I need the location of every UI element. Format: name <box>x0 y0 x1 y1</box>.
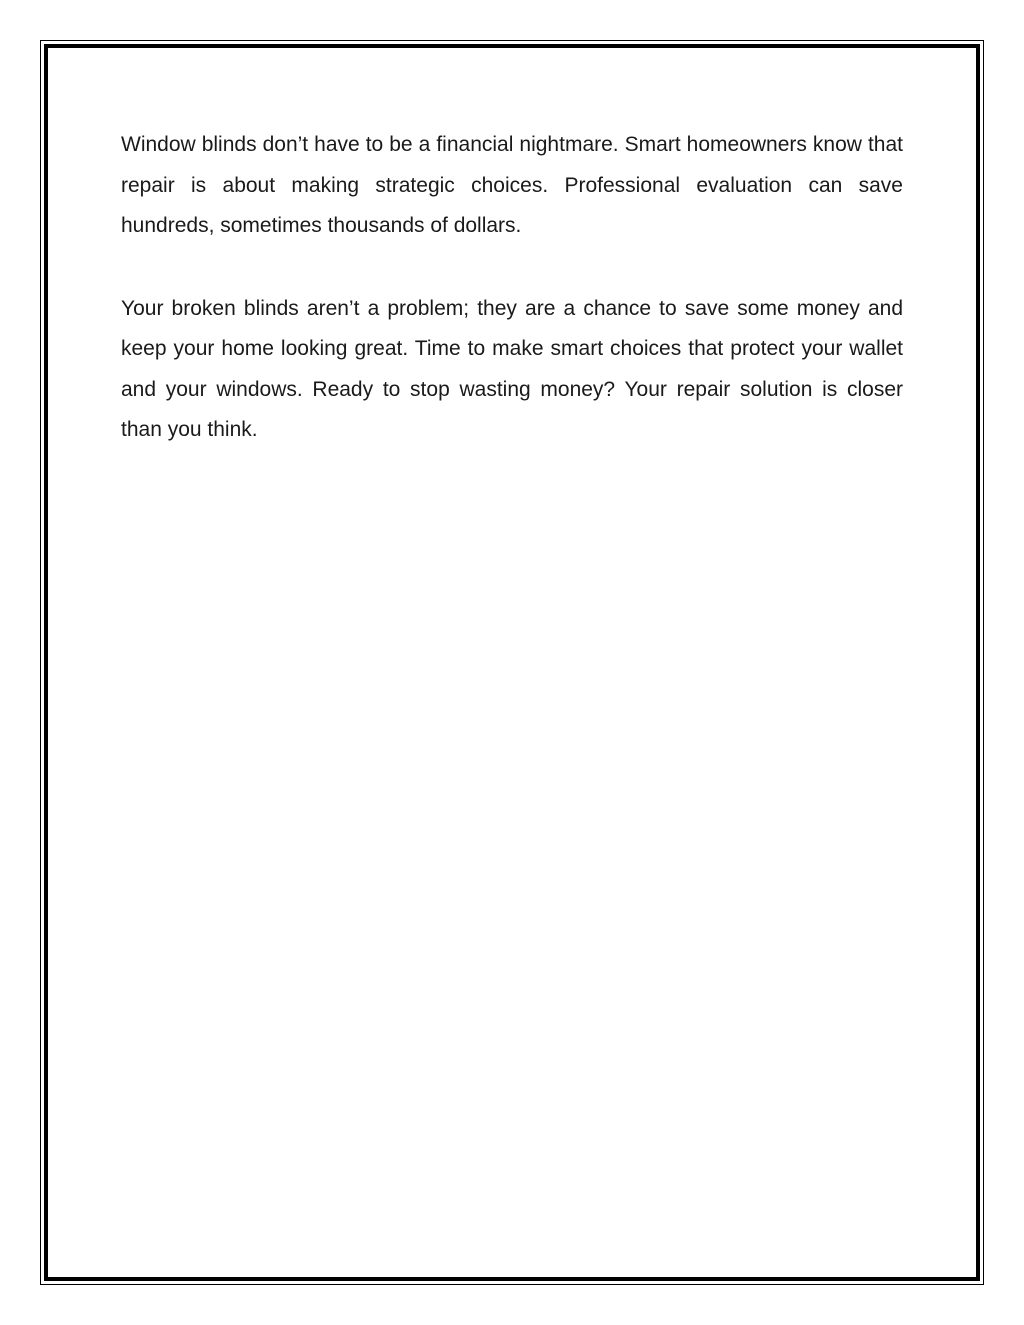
paragraph-2: Your broken blinds aren’t a problem; they are a chance to save some money and keep your home looking great. Time to make smart choices that protect your wallet and your windows. Ready to stop wasting money? Your repair solution is closer than you think. <box>121 296 903 441</box>
body-text <box>121 125 903 493</box>
paragraph-1: Window blinds don’t have to be a financial nightmare. Smart homeowners know that repair is about making strategic choices. Professional evaluation can save hundreds, sometimes thousands of dollars. <box>121 133 903 237</box>
